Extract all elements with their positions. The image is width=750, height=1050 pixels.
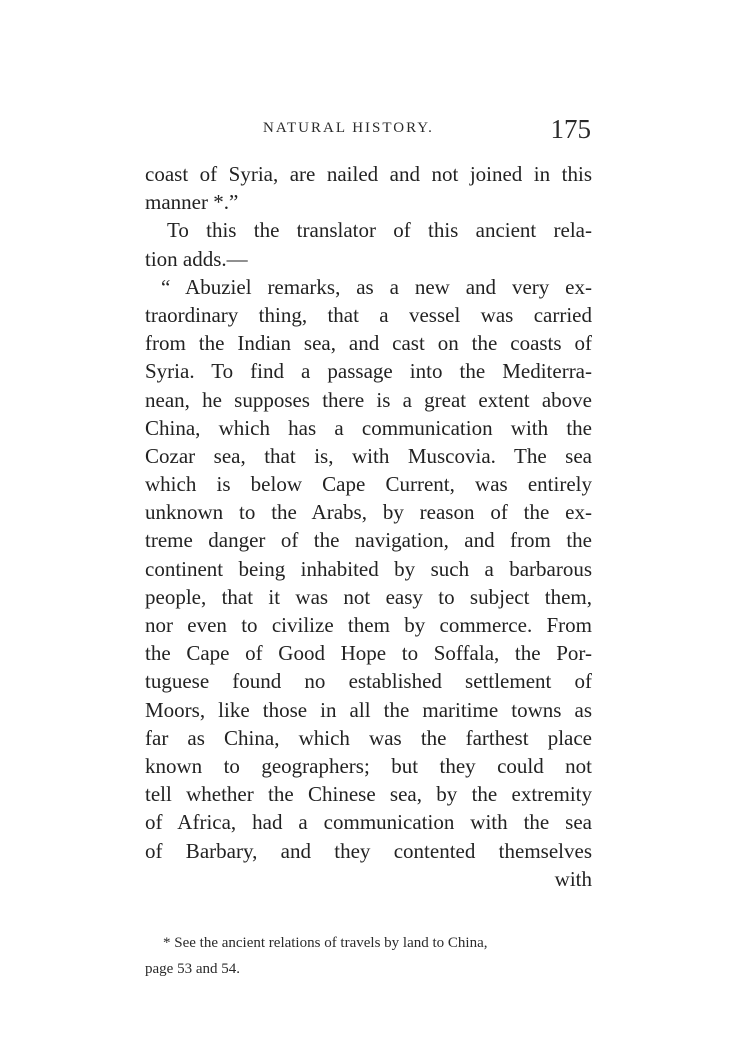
text-line: from the Indian sea, and cast on the coasts of (145, 331, 592, 356)
text-line: traordinary thing, that a vessel was carried (145, 302, 592, 327)
text-line: of Africa, had a communication with the sea (145, 810, 592, 835)
text-line: treme danger of the navigation, and from the (145, 528, 592, 553)
text-line: coast of Syria, are nailed and not joined in this (145, 162, 592, 186)
text-line: tell whether the Chinese sea, by the extremity (145, 782, 592, 807)
text-line: far as China, which was the farthest place (145, 725, 592, 750)
running-title: NATURAL HISTORY. (263, 120, 434, 136)
text-line: which is below Cape Current, was entirely (145, 472, 592, 497)
text-line: continent being inhabited by such a barbarous (145, 556, 592, 581)
text-line: known to geographers; but they could not (145, 753, 592, 778)
text-line: unknown to the Arabs, by reason of the ex- (145, 500, 592, 525)
text-line: the Cape of Good Hope to Soffala, the Por- (145, 641, 592, 666)
text-line: tuguese found no established settlement of (145, 669, 592, 694)
footnote-line: page 53 and 54. (145, 961, 240, 977)
text-line: tion adds.— (145, 246, 248, 271)
text-line: China, which has a communication with the (145, 415, 592, 440)
text-line: nor even to civilize them by commerce. From (145, 613, 592, 637)
text-line: people, that it was not easy to subject them, (145, 584, 592, 609)
text-line: Syria. To find a passage into the Mediterra- (145, 359, 592, 384)
catchword: with (554, 866, 592, 891)
text-line: manner *.” (145, 190, 239, 215)
footnote-line: * See the ancient relations of travels by land to China, (163, 935, 488, 951)
text-line: nean, he supposes there is a great extent above (145, 387, 592, 412)
footnote (145, 930, 585, 982)
text-line: Moors, like those in all the maritime towns as (145, 697, 592, 722)
page-number: 175 (550, 114, 591, 144)
text-line: “ Abuziel remarks, as a new and very ex- (161, 274, 592, 299)
body-text (145, 160, 592, 893)
text-line: To this the translator of this ancient rela- (167, 218, 592, 243)
text-line: Cozar sea, that is, with Muscovia. The sea (145, 443, 592, 468)
page-header (145, 114, 595, 148)
text-line: of Barbary, and they contented themselves (145, 838, 592, 863)
